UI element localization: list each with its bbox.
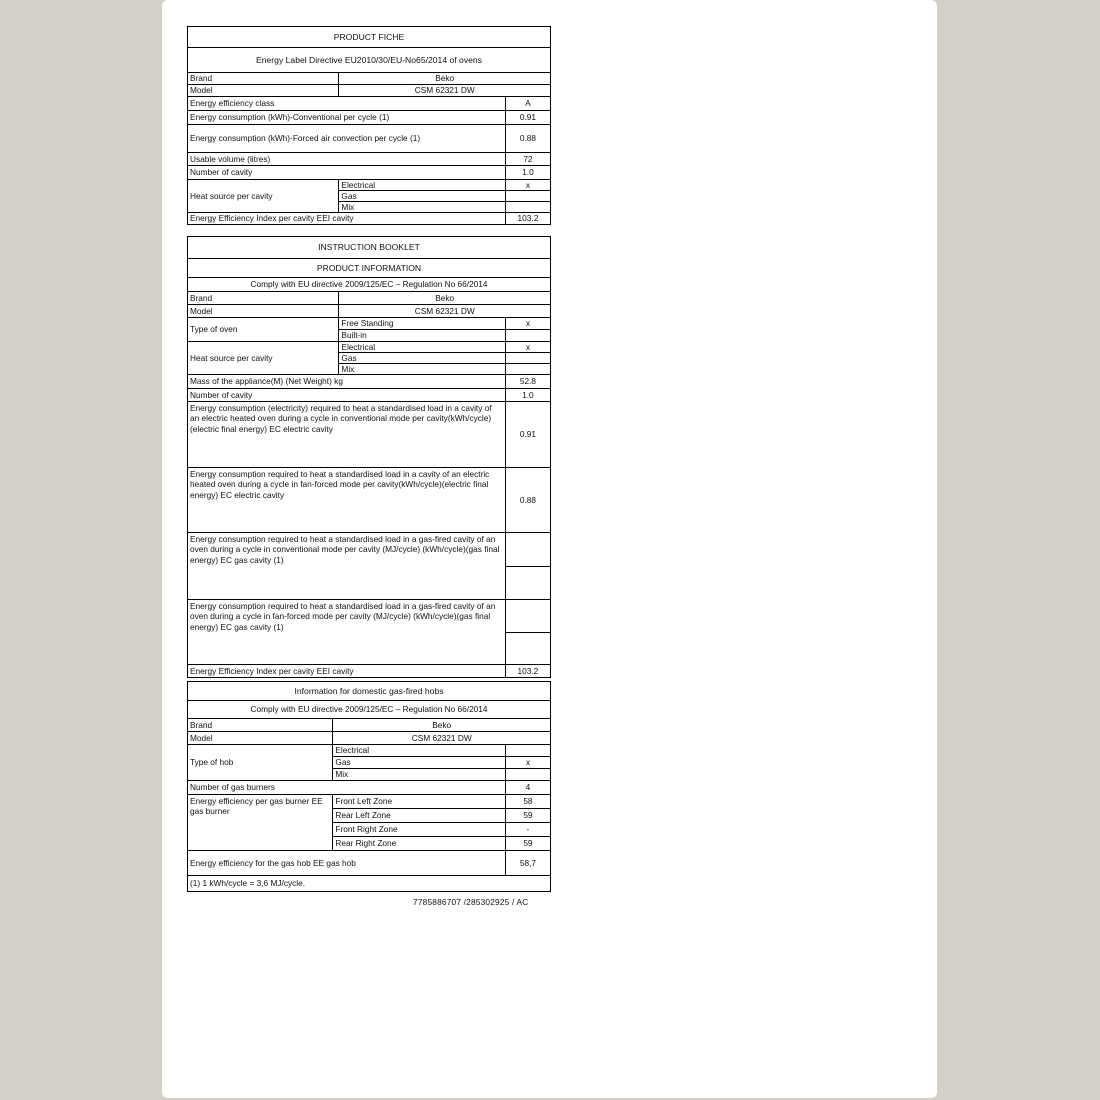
fiche-row-value: 0.88: [505, 125, 550, 153]
ec-gas-conv-label: Energy consumption required to heat a standardised load in a gas-fired cavity of an oven during a cycle in conventional mode per cavity (MJ/cycle) (kWh/cycle)(gas final energy) EC gas cavity (1): [188, 533, 506, 600]
oven-type-option: Free Standing: [339, 318, 505, 330]
ee-hob-value: 58,7: [505, 851, 550, 876]
zone-label: Rear Left Zone: [333, 809, 505, 823]
model-label: Model: [188, 732, 333, 745]
mass-value: 52.8: [505, 375, 550, 389]
heat-source-value: [505, 364, 550, 375]
heat-source-option: Gas: [339, 191, 505, 202]
heat-source-option: Electrical: [339, 342, 505, 353]
brand-value: Beko: [333, 719, 551, 732]
model-label: Model: [188, 305, 339, 318]
hob-type-label: Type of hob: [188, 745, 333, 781]
zone-value: 59: [505, 837, 550, 851]
ec-electric-fan-label: Energy consumption required to heat a standardised load in a cavity of an electric heated oven during a cycle in fan-forced mode per cavity(kWh/cycle)(electric final energy) EC electric cavity: [188, 468, 506, 533]
ec-gas-fan-kwh: [505, 633, 550, 665]
heat-source-label: Heat source per cavity: [188, 342, 339, 375]
zone-label: Front Left Zone: [333, 795, 505, 809]
fiche-row-value: 0.91: [505, 111, 550, 125]
ec-electric-conv-label: Energy consumption (electricity) required to heat a standardised load in a cavity of an electric heated oven during a cycle in conventional mode per cavity(kWh/cycle)(electric final energy) EC electric cavity: [188, 402, 506, 468]
hob-type-value: x: [505, 757, 550, 769]
oven-type-value: [505, 330, 550, 342]
ec-electric-conv-value: 0.91: [505, 402, 550, 468]
model-value: CSM 62321 DW: [339, 85, 551, 97]
oven-type-option: Built-in: [339, 330, 505, 342]
heat-source-option: Mix: [339, 202, 505, 213]
brand-label: Brand: [188, 73, 339, 85]
zone-label: Rear Right Zone: [333, 837, 505, 851]
heat-source-value: x: [505, 342, 550, 353]
burners-label: Number of gas burners: [188, 781, 506, 795]
footnote: (1) 1 kWh/cycle = 3,6 MJ/cycle.: [188, 876, 551, 892]
ee-burner-label: Energy efficiency per gas burner EE gas burner: [188, 795, 333, 851]
ec-electric-fan-value: 0.88: [505, 468, 550, 533]
fiche-directive: Energy Label Directive EU2010/30/EU-No65/2014 of ovens: [188, 48, 551, 73]
zone-label: Front Right Zone: [333, 823, 505, 837]
fiche-row-value: 1.0: [505, 166, 550, 180]
fiche-row-label: Usable volume (litres): [188, 153, 506, 166]
fiche-title: PRODUCT FICHE: [188, 27, 551, 48]
heat-source-option: Mix: [339, 364, 505, 375]
burners-value: 4: [505, 781, 550, 795]
heat-source-option: Gas: [339, 353, 505, 364]
eei-label: Energy Efficiency Index per cavity EEI cavity: [188, 213, 506, 225]
eei-value: 103.2: [505, 213, 550, 225]
booklet-comply: Comply with EU directive 2009/125/EC – Regulation No 66/2014: [188, 278, 551, 292]
ec-gas-fan-label: Energy consumption required to heat a standardised load in a gas-fired cavity of an oven during a cycle in fan-forced mode per cavity (MJ/cycle) (kWh/cycle)(gas final energy) EC gas cavity (1): [188, 600, 506, 665]
document-code: 7785886707 /285302925 / AC: [413, 897, 529, 907]
model-value: CSM 62321 DW: [333, 732, 551, 745]
ec-gas-fan-mj: [505, 600, 550, 633]
ee-hob-label: Energy efficiency for the gas hob EE gas hob: [188, 851, 506, 876]
heat-source-value: [505, 353, 550, 364]
hob-type-value: [505, 745, 550, 757]
fiche-row-label: Energy consumption (kWh)-Conventional per cycle (1): [188, 111, 506, 125]
hob-type-value: [505, 769, 550, 781]
instruction-booklet-table: [187, 236, 551, 678]
booklet-subtitle: PRODUCT INFORMATION: [188, 259, 551, 278]
mass-label: Mass of the appliance(M) (Net Weight) kg: [188, 375, 506, 389]
oven-type-value: x: [505, 318, 550, 330]
zone-value: 59: [505, 809, 550, 823]
brand-label: Brand: [188, 292, 339, 305]
eei-label: Energy Efficiency Index per cavity EEI cavity: [188, 665, 506, 678]
fiche-row-label: Energy consumption (kWh)-Forced air convection per cycle (1): [188, 125, 506, 153]
product-fiche-table: [187, 26, 551, 225]
hob-type-option: Electrical: [333, 745, 505, 757]
fiche-row-value: A: [505, 97, 550, 111]
cavity-label: Number of cavity: [188, 389, 506, 402]
fiche-row-label: Number of cavity: [188, 166, 506, 180]
heat-source-value: [505, 191, 550, 202]
ec-gas-conv-kwh: [505, 567, 550, 600]
heat-source-value: x: [505, 180, 550, 191]
hobs-title: Information for domestic gas-fired hobs: [188, 682, 551, 701]
brand-label: Brand: [188, 719, 333, 732]
eei-value: 103.2: [505, 665, 550, 678]
model-label: Model: [188, 85, 339, 97]
zone-value: 58: [505, 795, 550, 809]
model-value: CSM 62321 DW: [339, 305, 551, 318]
hob-type-option: Mix: [333, 769, 505, 781]
hobs-comply: Comply with EU directive 2009/125/EC – Regulation No 66/2014: [188, 701, 551, 719]
fiche-row-label: Energy efficiency class: [188, 97, 506, 111]
zone-value: -: [505, 823, 550, 837]
brand-value: Beko: [339, 73, 551, 85]
hob-type-option: Gas: [333, 757, 505, 769]
heat-source-value: [505, 202, 550, 213]
ec-gas-conv-mj: [505, 533, 550, 567]
oven-type-label: Type of oven: [188, 318, 339, 342]
heat-source-label: Heat source per cavity: [188, 180, 339, 213]
booklet-title: INSTRUCTION BOOKLET: [188, 237, 551, 259]
fiche-row-value: 72: [505, 153, 550, 166]
gas-hobs-table: [187, 681, 551, 892]
heat-source-option: Electrical: [339, 180, 505, 191]
brand-value: Beko: [339, 292, 551, 305]
cavity-value: 1.0: [505, 389, 550, 402]
